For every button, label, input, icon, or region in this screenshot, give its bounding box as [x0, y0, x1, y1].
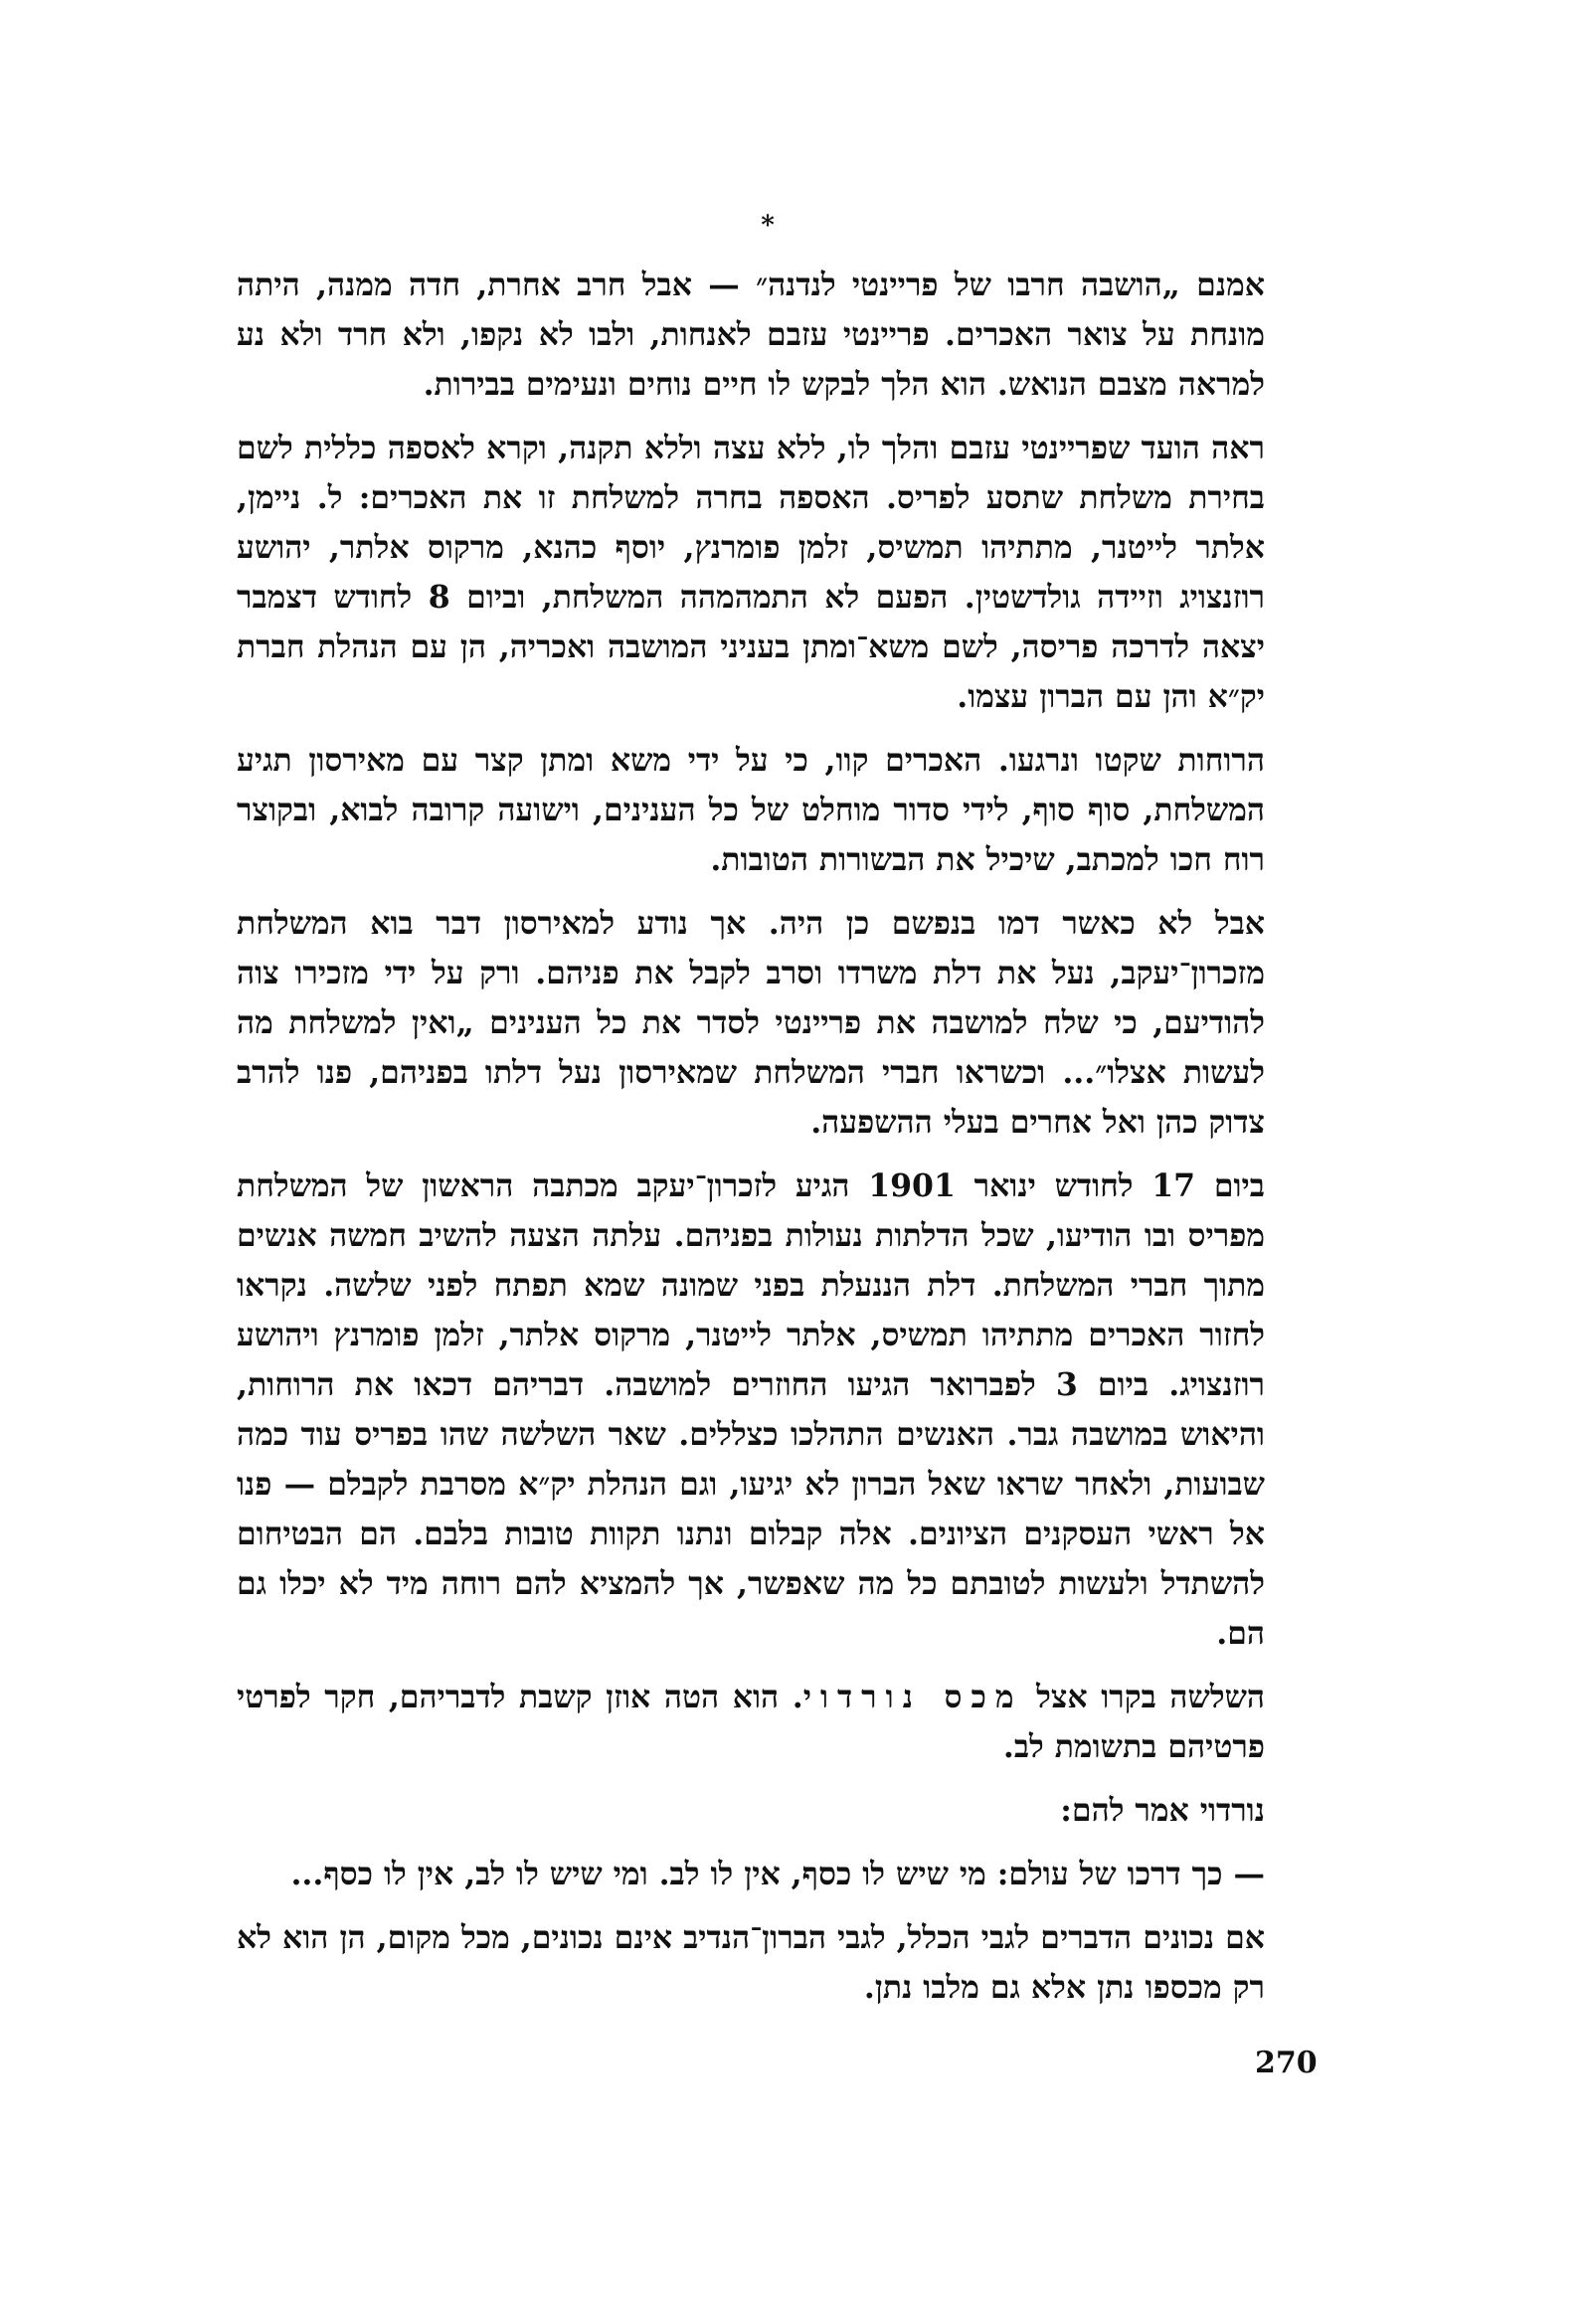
paragraph-4: אבל לא כאשר דמו בנפשם כן היה. אך נודע למאירסון דבר בוא המשלחת מזכרון־יעקב, נעל את דלת משרדו וסרב לקבל את פניהם. ורק על ידי מזכירו צוה להודיעם, כי שלח למושבה את פריינטי לסדר את כל הענינים „ואין למשלחת מה לעשות אצלו״... וכשראו חברי המשלחת שמאירסון נעל דלתו בפניהם, פנו להרב צדוק כהן ואל אחרים בעלי ההשפעה.	[237, 905, 1265, 1141]
closing-paragraph: אם נכונים הדברים לגבי הכלל, לגבי הברון־הנדיב אינם נכונים, מכל מקום, הן הוא לא רק מכספו נתן אלא גם מלבו נתן.	[237, 1919, 1265, 2006]
nordau-name: מכס נורדוי	[802, 1679, 1023, 1715]
said-line: נורדוי אמר להם:	[1060, 1792, 1265, 1829]
paragraph-3: הרוחות שקטו ונרגעו. האכרים קוו, כי על ידי משא ומתן קצר עם מאירסון תגיע המשלחת, סוף סוף, לידי סדור מוחלט של כל הענינים, וישועה קרובה לבוא, ובקוצר רוח חכו למכתב, שיכיל את הבשורות הטובות.	[237, 742, 1265, 878]
text-column	[237, 261, 1311, 2011]
section-separator: *	[761, 211, 775, 241]
nordau-intro: השלשה בקרו אצל	[1036, 1679, 1266, 1715]
paragraph-1: אמנם „הושבה חרבו של פריינטי לנדנה״ — אבל חרב אחרת, חדה ממנה, היתה מונחת על צואר האכרים. פריינטי עזבם לאנחות, ולבו לא נקפו, ולא חרד ולא נע למראה מצבם הנואש. הוא הלך לבקש לו חיים נוחים ונעימים בבירות.	[237, 267, 1265, 403]
paragraph-5: ביום 17 לחודש ינואר 1901 הגיע לזכרון־יעקב מכתבה הראשון של המשלחת מפריס ובו הודיעו, שכל הדלתות נעולות בפניהם. עלתה הצעה להשיב חמשה אנשים מתוך חברי המשלחת. דלת הננעלת בפני שמונה שמא תפתח לפני שלשה. נקראו לחזור האכרים מתתיהו תמשיס, אלתר לייטנר, מרקוס אלתר, זלמן פומרנץ ויהושע רוזנצויג. ביום 3 לפברואר הגיעו החוזרים למושבה. דבריהם דכאו את הרוחות, והיאוש במושבה גבר. האנשים התהלכו כצללים. שאר השלשה שהו בפריס עוד כמה שבועות, ולאחר שראו שאל הברון לא יגיעו, וגם הנהלת יק״א מסרבת לקבלם — פנו אל ראשי העסקנים הציונים. אלה קבלום ונתנו תקוות טובות בלבם. הם הבטיחום להשתדל ולעשות לטובתם כל מה שאפשר, אך להמציא להם רוחה מיד לא יכלו גם הם.	[237, 1167, 1265, 1652]
quote-paragraph: — כך דרכו של עולם: מי שיש לו כסף, אין לו לב. ומי שיש לו לב, אין לו כסף...	[290, 1856, 1265, 1892]
nordau-rest: . הוא הטה אוזן קשבת לדבריהם, חקר לפרטי פרטיהם בתשומת לב.	[237, 1679, 1265, 1765]
paragraph-2: ראה הועד שפריינטי עזבם והלך לו, ללא עצה וללא תקנה, וקרא לאספה כללית לשם בחירת משלחת שתסע לפריס. האספה בחרה למשלחת זו את האכרים: ל. ניימן, אלתר לייטנר, מתתיהו תמשיס, זלמן פומרנץ, יוסף כהנא, מרקוס אלתר, יהושע רוזנצויג וזיידה גולדשטין. הפעם לא התמהמהה המשלחת, וביום 8 לחודש דצמבר יצאה לדרכה פריסה, לשם משא־ומתן בעניני המושבה ואכריה, הן עם הנהלת חברת יק״א והן עם הברון עצמו.	[237, 430, 1265, 715]
paragraph-nordau	[237, 1673, 1311, 1772]
page-number: 270	[1255, 2046, 1318, 2080]
